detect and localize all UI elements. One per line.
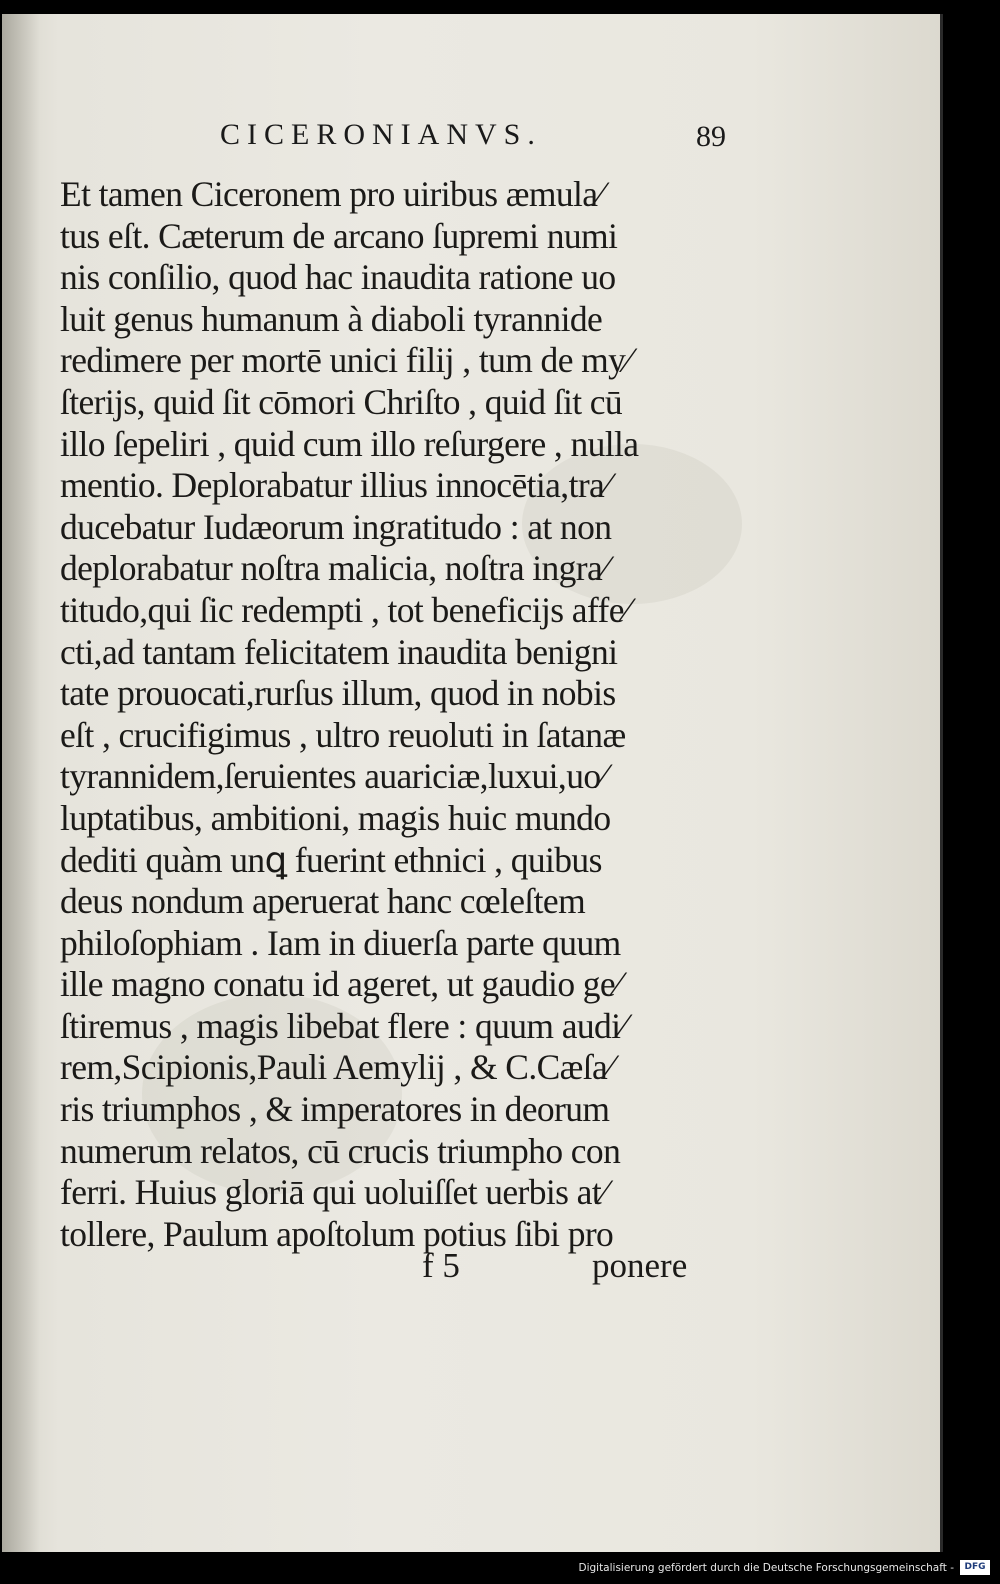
text-line: ducebatur Iudæorum ingratitudo : at non [60,506,612,547]
signature-mark: f 5 [422,1246,460,1285]
text-line: nis conſilio, quod hac inaudita ratione uo [60,257,616,298]
catchword: ponere [592,1246,688,1285]
text-line: illo ſepeliri , quid cum illo reſurgere , nulla [60,423,639,464]
text-line: eſt , crucifigimus , ultro reuoluti in ſatanæ [60,714,626,755]
text-line: numerum relatos, cū crucis triumpho con [60,1130,621,1171]
text-line: tyrannidem,ſeruientes auariciæ,luxui,uo⁄ [60,756,606,797]
dfg-logo-icon: DFG [960,1560,990,1575]
book-page [2,14,943,1552]
page-number: 89 [696,120,726,153]
gutter-shadow [2,14,40,1552]
text-block [60,174,710,1255]
text-line: redimere per mortē unici filij , tum de my⁄ [60,340,631,381]
text-line: rem,Scipionis,Pauli Aemylij , & C.Cæſa⁄ [60,1047,613,1088]
text-line: tate prouocati,rurſus illum, quod in nobis [60,673,616,714]
text-line: philoſophiam . Iam in diuerſa parte quum [60,922,621,963]
text-line: tollere, Paulum apoſtolum potius ſibi pro [60,1213,614,1254]
running-head: CICERONIANVS. [220,118,542,151]
text-line: ille magno conatu id ageret, ut gaudio ge⁄ [60,964,621,1005]
text-line: deus nondum aperuerat hanc cœleſtem [60,881,586,922]
text-line: dediti quàm unꝗ fuerint ethnici , quibus [60,839,602,880]
text-line: tus eſt. Cæterum de arcano ſupremi numi [60,215,618,256]
credit-text: Digitalisierung gefördert durch die Deutsche Forschungsgemeinschaft - [578,1562,954,1574]
text-line: titudo,qui ſic redempti , tot beneficijs affe⁄ [60,589,630,630]
page-footer [422,1246,712,1288]
text-line: ſtiremus , magis libebat flere : quum audi⁄ [60,1005,626,1046]
text-line: cti,ad tantam felicitatem inaudita benigni [60,631,618,672]
text-line: deplorabatur noſtra malicia, noſtra ingra⁄ [60,548,608,589]
text-line: Et tamen Ciceronem pro uiribus æmula⁄ [60,174,603,214]
text-line: mentio. Deplorabatur illius innocētia,tra⁄ [60,465,610,506]
text-line: ferri. Huius gloriā qui uoluiſſet uerbis at⁄ [60,1172,607,1213]
text-line: luit genus humanum à diaboli tyrannide [60,298,603,339]
page-header [2,118,940,168]
text-line: ſterijs, quid ſit cōmori Chriſto , quid ſit cū [60,381,623,422]
text-line: luptatibus, ambitioni, magis huic mundo [60,797,611,838]
text-line: ris triumphos , & imperatores in deorum [60,1089,610,1130]
